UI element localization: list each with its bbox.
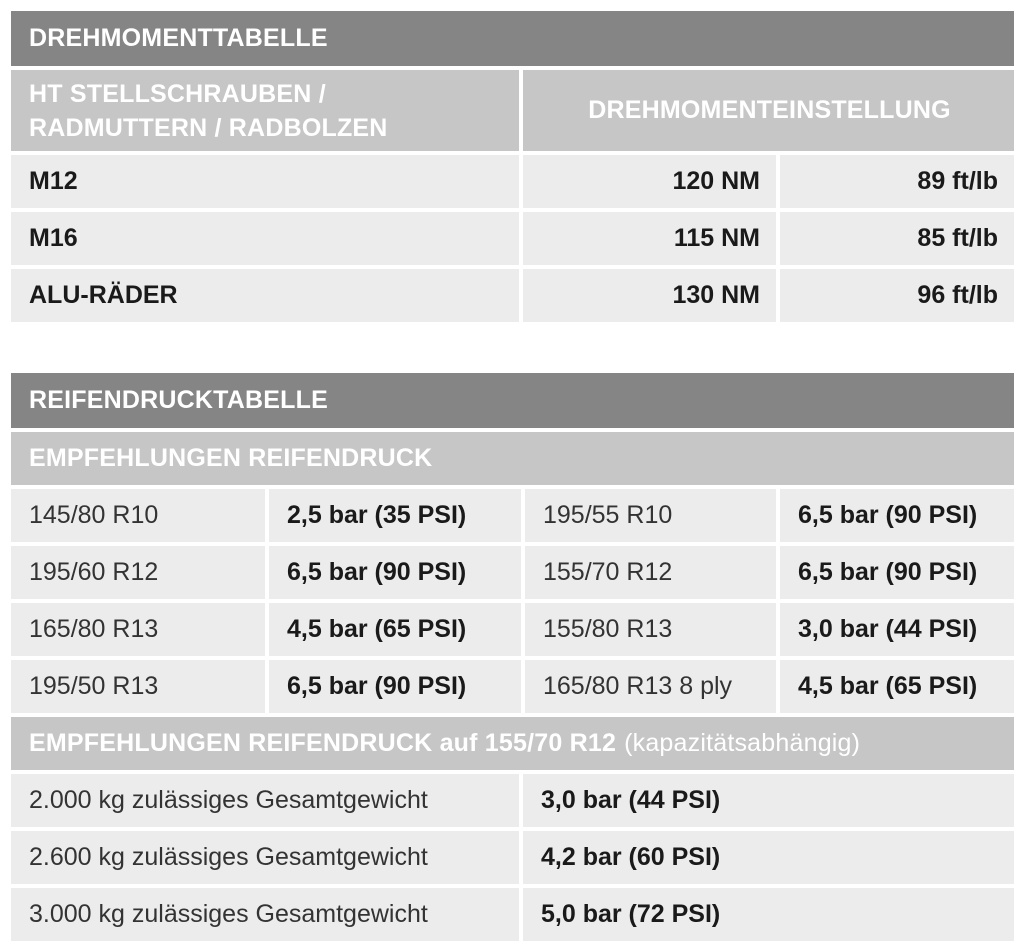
tire-pressure-value: 6,5 bar (90 PSI) (780, 546, 1014, 599)
torque-ftlb: 85 ft/lb (780, 212, 1014, 265)
capacity-subheader-note: (kapazitätsabhängig) (624, 729, 861, 757)
table-row (11, 269, 1014, 322)
torque-setting-header: DREHMOMENTEINSTELLUNG (523, 70, 1014, 151)
torque-ftlb: 89 ft/lb (780, 155, 1014, 208)
tire-pressure-value: 6,5 bar (90 PSI) (269, 660, 521, 713)
table-row (11, 546, 1014, 599)
recommendations-subheader-text: EMPFEHLUNGEN REIFENDRUCK (11, 432, 1014, 485)
tire-size: 165/80 R13 (11, 603, 265, 656)
tire-pressure-table (11, 373, 1014, 941)
torque-table-title: DREHMOMENTTABELLE (11, 11, 1014, 66)
tire-size: 195/50 R13 (11, 660, 265, 713)
weight-label: 2.000 kg zulässiges Gesamtgewicht (11, 774, 519, 827)
bolt-label: ALU-RÄDER (11, 269, 519, 322)
weight-pressure-value: 5,0 bar (72 PSI) (523, 888, 1014, 941)
bolt-column-header (11, 70, 519, 151)
table-row (11, 212, 1014, 265)
bolt-label: M12 (11, 155, 519, 208)
table-row (11, 660, 1014, 713)
torque-table (11, 11, 1014, 322)
tire-pressure-value: 2,5 bar (35 PSI) (269, 489, 521, 542)
tire-size: 145/80 R10 (11, 489, 265, 542)
tire-size: 195/55 R10 (525, 489, 776, 542)
recommendations-subheader (11, 432, 1014, 485)
table-row (11, 774, 1014, 827)
weight-label: 2.600 kg zulässiges Gesamtgewicht (11, 831, 519, 884)
capacity-subheader-text (11, 717, 1014, 770)
torque-nm: 130 NM (523, 269, 776, 322)
tire-pressure-value: 4,5 bar (65 PSI) (269, 603, 521, 656)
tire-pressure-value: 6,5 bar (90 PSI) (269, 546, 521, 599)
torque-nm: 120 NM (523, 155, 776, 208)
table-row (11, 603, 1014, 656)
capacity-subheader-bold: EMPFEHLUNGEN REIFENDRUCK auf 155/70 R12 (29, 729, 617, 757)
tire-pressure-value: 3,0 bar (44 PSI) (780, 603, 1014, 656)
tire-size: 195/60 R12 (11, 546, 265, 599)
table-row (11, 155, 1014, 208)
tire-size: 155/70 R12 (525, 546, 776, 599)
weight-pressure-value: 4,2 bar (60 PSI) (523, 831, 1014, 884)
table-row (11, 831, 1014, 884)
tire-size: 155/80 R13 (525, 603, 776, 656)
bolt-header-line1: HT STELLSCHRAUBEN / (29, 79, 326, 108)
bolt-label: M16 (11, 212, 519, 265)
bolt-header-line2: RADMUTTERN / RADBOLZEN (29, 113, 388, 142)
weight-label: 3.000 kg zulässiges Gesamtgewicht (11, 888, 519, 941)
tire-size: 165/80 R13 8 ply (525, 660, 776, 713)
tire-pressure-value: 4,5 bar (65 PSI) (780, 660, 1014, 713)
weight-pressure-value: 3,0 bar (44 PSI) (523, 774, 1014, 827)
torque-ftlb: 96 ft/lb (780, 269, 1014, 322)
torque-nm: 115 NM (523, 212, 776, 265)
tire-pressure-value: 6,5 bar (90 PSI) (780, 489, 1014, 542)
capacity-subheader (11, 717, 1014, 770)
table-row (11, 489, 1014, 542)
tire-pressure-table-title: REIFENDRUCKTABELLE (11, 373, 1014, 428)
table-row (11, 888, 1014, 941)
torque-table-header (11, 70, 1014, 151)
